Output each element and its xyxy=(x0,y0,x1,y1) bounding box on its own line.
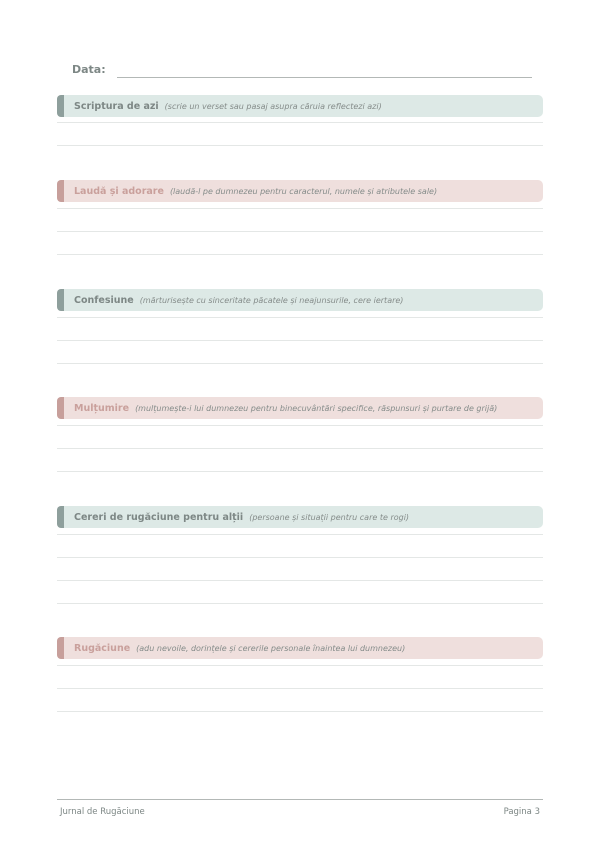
section-hint: (mulțumește-i lui dumnezeu pentru binecuvântări specifice, răspunsuri și purtare de grijă) xyxy=(135,403,498,413)
section-accent-bar xyxy=(57,506,64,528)
footer-page-number: Pagina 3 xyxy=(503,807,540,817)
writing-line[interactable] xyxy=(57,471,543,472)
writing-line[interactable] xyxy=(57,603,543,604)
section-title: Confesiune xyxy=(74,294,134,306)
section-title: Cereri de rugăciune pentru alții xyxy=(74,511,244,523)
writing-line[interactable] xyxy=(57,363,543,364)
section-hint: (scrie un verset sau pasaj asupra căruia reflectezi azi) xyxy=(164,101,382,111)
writing-line[interactable] xyxy=(57,425,543,426)
section-accent-bar xyxy=(57,397,64,419)
writing-line[interactable] xyxy=(57,711,543,712)
section-title: Rugăciune xyxy=(74,642,131,654)
writing-line[interactable] xyxy=(57,448,543,449)
section-hint: (laudă-l pe dumnezeu pentru caracterul, numele și atributele sale) xyxy=(169,186,438,196)
section-header-prayer xyxy=(57,637,543,659)
section-accent-bar xyxy=(57,637,64,659)
section-accent-bar xyxy=(57,180,64,202)
section-title: Laudă și adorare xyxy=(74,185,164,197)
writing-line[interactable] xyxy=(57,145,543,146)
writing-line[interactable] xyxy=(57,340,543,341)
writing-line[interactable] xyxy=(57,254,543,255)
writing-line[interactable] xyxy=(57,122,543,123)
section-header-intercession xyxy=(57,506,543,528)
section-hint: (mărturisește cu sinceritate păcatele și neajunsurile, cere iertare) xyxy=(139,295,404,305)
footer-divider xyxy=(57,799,543,800)
writing-line[interactable] xyxy=(57,231,543,232)
section-header-confession xyxy=(57,289,543,311)
section-header-thanksgiving xyxy=(57,397,543,419)
section-header-scripture xyxy=(57,95,543,117)
writing-line[interactable] xyxy=(57,534,543,535)
footer-journal-title: Jurnal de Rugăciune xyxy=(60,807,145,817)
writing-line[interactable] xyxy=(57,317,543,318)
writing-line[interactable] xyxy=(57,557,543,558)
writing-line[interactable] xyxy=(57,665,543,666)
date-label: Data: xyxy=(72,63,106,76)
writing-line[interactable] xyxy=(57,580,543,581)
section-hint: (adu nevoile, dorințele și cererile personale înaintea lui dumnezeu) xyxy=(136,643,406,653)
writing-line[interactable] xyxy=(57,208,543,209)
section-accent-bar xyxy=(57,95,64,117)
date-input-line[interactable] xyxy=(117,77,532,78)
section-header-praise xyxy=(57,180,543,202)
section-hint: (persoane și situații pentru care te rogi) xyxy=(249,512,410,522)
writing-line[interactable] xyxy=(57,688,543,689)
section-title: Scriptura de azi xyxy=(74,100,159,112)
section-title: Mulțumire xyxy=(74,402,130,414)
section-accent-bar xyxy=(57,289,64,311)
